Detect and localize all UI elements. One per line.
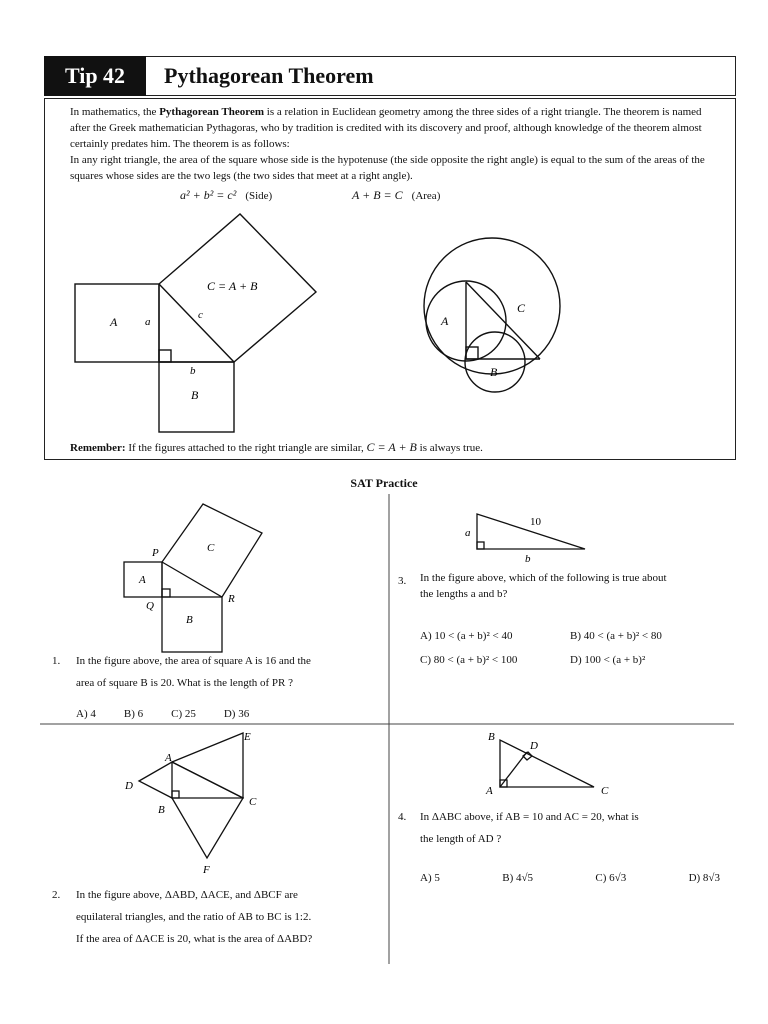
q3-line2: the lengths a and b?: [420, 588, 508, 600]
remember-line: [70, 440, 483, 455]
q2-triangle-abd: [139, 762, 172, 798]
q1-choices: [76, 708, 376, 720]
q4-choice-c[interactable]: C) 6√3: [595, 872, 627, 884]
q4-line2: the length of AD ?: [420, 833, 502, 845]
q2-label-f: F: [203, 864, 210, 876]
q3-text: [398, 570, 728, 602]
q2-triangle-bcf: [172, 798, 243, 858]
intro-p1-bold: Pythagorean Theorem: [159, 106, 265, 118]
page-title: Pythagorean Theorem: [164, 63, 374, 88]
remember-formula: C = A + B: [366, 440, 417, 454]
label-square-b: B: [191, 388, 199, 402]
label-leg-c: c: [198, 309, 203, 321]
tip-label: Tip 42: [44, 56, 146, 96]
equation-area-formula: A + B = C: [352, 188, 403, 202]
q1-label-q: Q: [146, 600, 154, 612]
q1-number: 1.: [52, 655, 61, 667]
equation-area-label: (Area): [411, 190, 441, 202]
q1-right-angle: [162, 589, 170, 597]
q1-choice-d[interactable]: D) 36: [223, 708, 250, 720]
q3-choice-d[interactable]: D) 100 < (a + b)²: [570, 654, 646, 666]
q2-label-a: A: [165, 752, 172, 764]
q1-choice-b[interactable]: B) 6: [123, 708, 144, 720]
q2-label-e: E: [244, 731, 251, 743]
q1-label-r: R: [228, 593, 235, 605]
q3-choice-b[interactable]: B) 40 < (a + b)² < 80: [570, 630, 662, 642]
q3-label-10: 10: [530, 516, 541, 528]
q1-label-c: C: [207, 542, 215, 554]
q3-choice-a[interactable]: A) 10 < (a + b)² < 40: [420, 630, 513, 642]
label-circle-b: B: [490, 365, 498, 379]
q2-line3: If the area of ΔACE is 20, what is the area of ΔABD?: [76, 933, 313, 945]
q4-choice-a[interactable]: A) 5: [420, 872, 440, 884]
q4-choice-b[interactable]: B) 4√5: [502, 872, 534, 884]
q1-label-p: P: [152, 547, 159, 559]
equation-side-label: (Side): [245, 190, 273, 202]
label-square-c: C = A + B: [207, 279, 258, 293]
q4-choice-d[interactable]: D) 8√3: [688, 872, 720, 884]
q2-number: 2.: [52, 889, 61, 901]
q1-line2: area of square B is 20. What is the length of PR ?: [76, 677, 293, 689]
label-leg-a: a: [145, 316, 151, 328]
label-square-a: A: [110, 315, 118, 329]
q2-label-b: B: [158, 804, 165, 816]
remember-label: Remember:: [70, 442, 126, 454]
q1-label-b: B: [186, 614, 193, 626]
label-circle-c: C: [517, 301, 526, 315]
q1-label-a: A: [139, 574, 146, 586]
q4-label-b: B: [488, 731, 495, 743]
q2-right-angle: [172, 791, 179, 798]
intro-p1-b: is a relation in Euclidean geometry among the three sides of a right triangle. The theorem is named after the Greek mathematician Pythagoras, who by tradition is credited with its discovery and proof, although knowledge of the theorem almost certainly predates him. The theorem is as follows:: [70, 106, 702, 150]
q2-text: [52, 884, 388, 950]
equation-side-formula: a² + b² = c²: [180, 188, 237, 202]
q4-line1: In ΔABC above, if AB = 10 and AC = 20, what is: [420, 811, 639, 823]
practice-title: SAT Practice: [350, 476, 418, 490]
q3-right-angle: [477, 542, 484, 549]
remember-text-b: is always true.: [419, 442, 483, 454]
q4-label-a: A: [486, 785, 493, 797]
right-angle-mark: [159, 350, 171, 362]
q4-label-d: D: [530, 740, 538, 752]
label-circle-a: A: [441, 314, 449, 328]
q4-altitude: [500, 752, 527, 787]
q1-choice-c[interactable]: C) 25: [171, 708, 196, 720]
q4-label-c: C: [601, 785, 609, 797]
q2-label-c: C: [249, 796, 257, 808]
circle-c: [424, 238, 560, 374]
q2-triangle-ace: [172, 733, 243, 798]
q2-line1: In the figure above, ΔABD, ΔACE, and ΔBCF are: [76, 889, 298, 901]
q3-choices: [420, 630, 730, 666]
q2-line2: equilateral triangles, and the ratio of AB to BC is 1:2.: [76, 911, 312, 923]
q2-label-d: D: [125, 780, 133, 792]
q2-hypotenuse: [172, 762, 243, 798]
q3-choice-c[interactable]: C) 80 < (a + b)² < 100: [420, 654, 518, 666]
q3-number: 3.: [398, 575, 407, 587]
q3-line1: In the figure above, which of the following is true about: [420, 572, 667, 584]
q3-label-a: a: [465, 527, 471, 539]
q4-number: 4.: [398, 811, 407, 823]
circle-b: [465, 332, 525, 392]
q4-triangle: [500, 740, 594, 787]
label-leg-b: b: [190, 365, 196, 377]
q1-choice-a[interactable]: A) 4: [76, 708, 96, 720]
q1-line1: In the figure above, the area of square A is 16 and the: [76, 655, 311, 667]
intro-p2: In any right triangle, the area of the square whose side is the hypotenuse (the side opposite the right angle) is equal to the sum of the areas of the squares whose sides are the two legs (the two sides that meet at a right angle).: [70, 154, 705, 182]
q4-choices: [420, 872, 720, 884]
remember-text-a: If the figures attached to the right triangle are similar,: [128, 442, 364, 454]
q3-label-b: b: [525, 553, 531, 565]
q4-text: [398, 806, 728, 850]
q1-text: [52, 650, 382, 694]
intro-p1-a: In mathematics, the: [70, 106, 160, 118]
